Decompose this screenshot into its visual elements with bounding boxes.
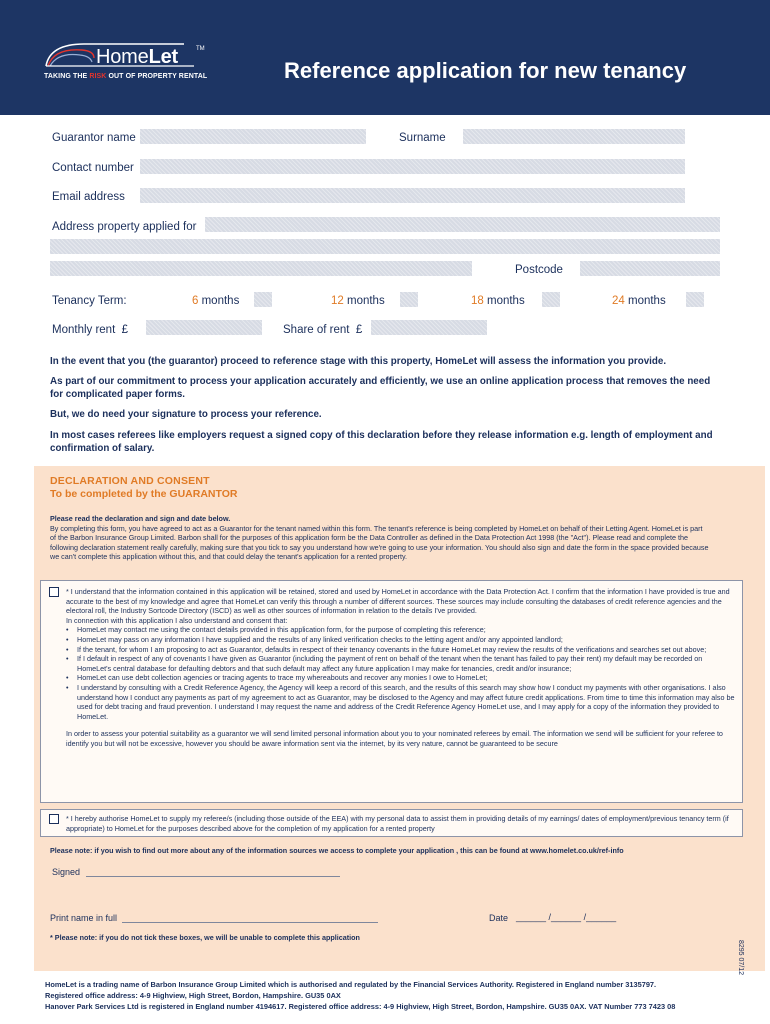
intro-paragraph-3: But, we do need your signature to process your reference. (50, 409, 322, 420)
tick-boxes-note: * Please note: if you do not tick these boxes, we will be unable to complete this application (50, 933, 360, 942)
trademark: TM (196, 46, 205, 52)
intro-paragraph-4: In most cases referees like employers request a signed copy of this declaration before they release information e.g. length of employment and confirmation of salary. (50, 430, 713, 454)
monthly-rent-field[interactable] (146, 320, 262, 335)
surname-label: Surname (399, 132, 446, 144)
date-field[interactable]: ______ /______ /______ (516, 912, 617, 922)
term-option-18-label: 18 months (471, 295, 525, 307)
email-address-label: Email address (52, 191, 125, 203)
consent-bullet-list (66, 625, 738, 721)
term-18-checkbox[interactable] (542, 292, 560, 307)
intro-paragraph-2: As part of our commitment to process your application accurately and efficiently, we use an online application process that removes the need for complicated paper forms. (50, 376, 711, 400)
consent-bullet: • HomeLet can use debt collection agencies or tracing agents to trace my whereabouts and recover any monies I owe to HomeLet; (66, 673, 738, 683)
email-address-field[interactable] (140, 188, 685, 203)
consent-checkbox-2[interactable] (49, 814, 59, 824)
info-sources-note: Please note: if you wish to find out more about any of the information sources we access to complete your application , this can be found at www.homelet.co.uk/ref-info (50, 846, 624, 855)
term-option-24-label: 24 months (612, 295, 666, 307)
postcode-field[interactable] (580, 261, 720, 276)
read-instructions-title: Please read the declaration and sign and date below. (50, 514, 231, 523)
consent-1-connection: In connection with this application I also understand and consent that: (66, 615, 288, 625)
consent-1-text (66, 587, 738, 749)
contact-number-label: Contact number (52, 162, 134, 174)
consent-1-intro: * I understand that the information contained in this application will be retained, stored and used by HomeLet in accordance with the Data Protection Act. I confirm that the information I have provided is true and accurate to the best of my knowledge and agree that HomeLet can verify this through a number of different sources. These sources may include consulting the databases of credit reference agencies and the electoral roll, the Industry Sortcode Directory (ISCD) as well as other sources of information in relation to the details I've provided. (66, 587, 730, 616)
brand-name: HomeLet (96, 46, 178, 68)
signature-line[interactable] (86, 876, 340, 877)
surname-field[interactable] (463, 129, 685, 144)
consent-bullet: • HomeLet may pass on any information I have supplied and the results of any linked verification checks to the letting agent and/or any appointed landlord; (66, 635, 738, 645)
print-name-line[interactable] (122, 922, 378, 923)
address-field-line-3[interactable] (50, 261, 472, 276)
address-label: Address property applied for (52, 221, 197, 233)
monthly-rent-label: Monthly rent £ (52, 324, 129, 336)
postcode-label: Postcode (515, 264, 563, 276)
footer-line-1: HomeLet is a trading name of Barbon Insurance Group Limited which is authorised and regulated by the Financial Services Authority. Registered in England number 3135797. (45, 980, 657, 989)
guarantor-name-field[interactable] (140, 129, 366, 144)
address-field-line-1[interactable] (205, 217, 720, 232)
print-name-label: Print name in full (50, 913, 118, 923)
address-field-line-2[interactable] (50, 239, 720, 254)
consent-bullet: • If the tenant, for whom I am proposing to act as Guarantor, defaults in respect of their tenancy covenants in the future HomeLet may review the results of the verifications and searches set out above; (66, 645, 738, 655)
date-label: Date (489, 913, 509, 923)
term-option-6-label: 6 months (192, 295, 240, 307)
term-12-checkbox[interactable] (400, 292, 418, 307)
brand-tagline: TAKING THE RISK OUT OF PROPERTY RENTAL (44, 73, 208, 80)
term-6-checkbox[interactable] (254, 292, 272, 307)
term-24-checkbox[interactable] (686, 292, 704, 307)
form-reference-code: 8295 07/12 (737, 940, 744, 976)
term-option-12-label: 12 months (331, 295, 385, 307)
declaration-read-instructions (50, 514, 710, 562)
consent-1-outro: In order to assess your potential suitability as a guarantor we will send limited personal information about you to your nominated referees by email. The information we send will be sufficient for your referee to identify you but will not be excessive, however you should be aware information sent via the internet, by its very nature, cannot be guaranteed to be secure (66, 729, 723, 748)
consent-checkbox-1[interactable] (49, 587, 59, 597)
intro-paragraph-1: In the event that you (the guarantor) proceed to reference stage with this property, HomeLet will assess the information you provide. (50, 356, 667, 367)
footer-line-2: Registered office address: 4-9 Highview, High Street, Bordon, Hampshire. GU35 0AX (45, 991, 341, 1000)
read-instructions-body: By completing this form, you have agreed to act as a Guarantor for the tenant named within this form. The tenant's reference is being completed by HomeLet on behalf of their Letting Agent. HomeLet is part of the Barbon Insurance Group Limited. Barbon shall for the purposes of this application form be the Data Controller as defined in the Data Protection Act 1998 (the "Act"). Please read and complete the following declaration statement really carefully, making sure that you tick to say you understand how we're going to use your information. You should also sign and date the form in the space provided because we can't complete this application without this, and that could delay the tenant's application for a rented property. (50, 523, 709, 562)
declaration-heading: DECLARATION AND CONSENT (50, 475, 210, 487)
footer-legal (45, 979, 675, 1012)
consent-bullet: • I understand by consulting with a Credit Reference Agency, the Agency will keep a record of this search, and the results of this search may show how I conduct my payments with other organisations. I also understand how I conduct any payments as part of my agreement to act as Guarantor, may be disclosed to the Agency and may affect future credit applications. From time to time this information may also be used for debt tracing and fraud prevention. I understand I may request the name and address of the Credit Reference Agency HomeLet use, and I may apply for a copy of the information they provided to HomeLet. (66, 683, 738, 721)
signed-label: Signed (52, 867, 81, 877)
share-of-rent-label: Share of rent £ (283, 324, 363, 336)
footer-line-3: Hanover Park Services Ltd is registered in England number 4194617. Registered office address: 4-9 Highview, High Street, Bordon, Hampshire. GU35 0AX. VAT Number 773 7423 08 (45, 1002, 676, 1011)
consent-2-text: * I hereby authorise HomeLet to supply my referee/s (including those outside of the EEA) with my personal data to assist them in providing details of my earnings/ dates of employment/previous tenancy term (if appropriate) to HomeLet for the purposes described above for the completion of my application for a rented property (66, 814, 729, 833)
consent-bullet: • HomeLet may contact me using the contact details provided in this application form, for the purpose of completing this reference; (66, 625, 738, 635)
declaration-subheading: To be completed by the GUARANTOR (50, 488, 238, 500)
share-of-rent-field[interactable] (371, 320, 487, 335)
guarantor-name-label: Guarantor name (52, 132, 136, 144)
contact-number-field[interactable] (140, 159, 685, 174)
page-title: Reference application for new tenancy (284, 58, 687, 83)
tenancy-term-label: Tenancy Term: (52, 295, 127, 307)
consent-bullet: • If I default in respect of any of covenants I have given as Guarantor (including the payment of rent on behalf of the tenant when the tenant has failed to pay their rent) my default may be recorded on HomeLet's central database for defaulting debtors and that such default may affect any future application I may make for tenancies, credit and/or insurance; (66, 654, 738, 673)
